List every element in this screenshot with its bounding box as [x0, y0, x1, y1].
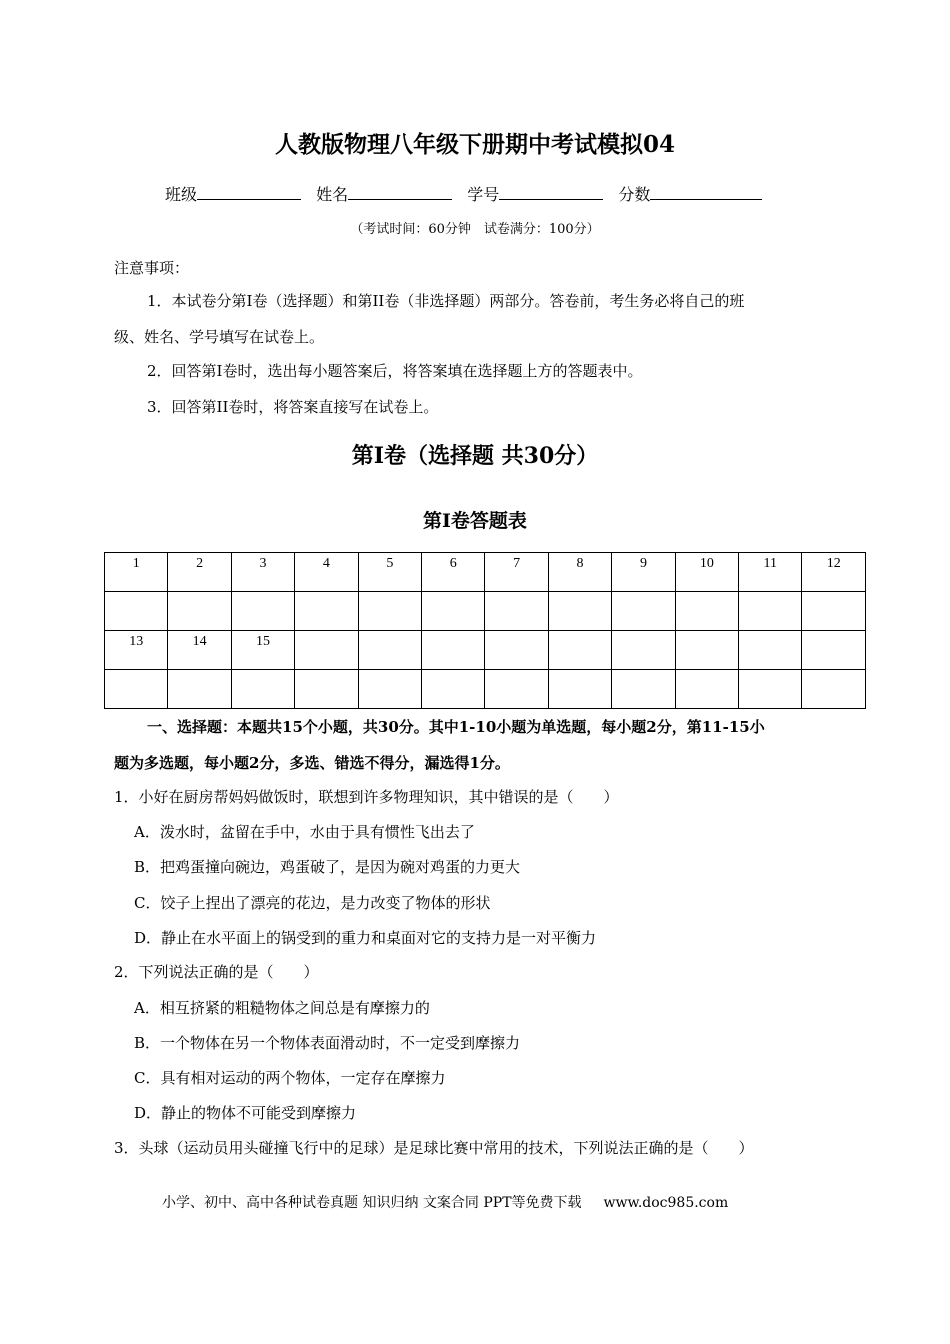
- table-cell-empty: [295, 670, 358, 709]
- answer-cell[interactable]: [358, 592, 421, 631]
- table-cell-number: 15: [231, 631, 294, 670]
- answer-cell[interactable]: [168, 670, 231, 709]
- table-cell-number: 8: [548, 553, 611, 592]
- student-info-line: [165, 182, 772, 205]
- table-cell-number: 7: [485, 553, 548, 592]
- table-row-numbers-1: [105, 553, 866, 592]
- table-cell-empty: [612, 631, 675, 670]
- table-cell-number: 9: [612, 553, 675, 592]
- answer-cell[interactable]: [675, 592, 738, 631]
- class-label: 班级: [165, 185, 198, 204]
- note-item-2: 2．回答第I卷时，选出每小题答案后，将答案填在选择题上方的答题表中。: [147, 362, 643, 380]
- table-cell-empty: [422, 631, 485, 670]
- answer-cell[interactable]: [739, 592, 802, 631]
- question-1-option-d: D．静止在水平面上的锅受到的重力和桌面对它的支持力是一对平衡力: [134, 929, 597, 947]
- question-2-option-c: C．具有相对运动的两个物体，一定存在摩擦力: [134, 1069, 446, 1087]
- score-field: [618, 185, 762, 204]
- answer-table-title: 第I卷答题表: [423, 510, 527, 532]
- table-cell-empty: [548, 670, 611, 709]
- section-title: 第I卷（选择题 共30分）: [351, 443, 599, 469]
- answer-cell[interactable]: [231, 592, 294, 631]
- answer-table: [104, 552, 866, 709]
- question-2-stem: 2．下列说法正确的是（ ）: [114, 963, 319, 981]
- question-1-option-a: A．泼水时，盆留在手中，水由于具有惯性飞出去了: [134, 823, 475, 841]
- table-cell-empty: [675, 670, 738, 709]
- question-1-stem: 1．小好在厨房帮妈妈做饭时，联想到许多物理知识，其中错误的是（ ）: [114, 788, 619, 806]
- question-2-option-a: A．相互挤紧的粗糙物体之间总是有摩擦力的: [134, 999, 430, 1017]
- answer-cell[interactable]: [548, 592, 611, 631]
- table-row-answers-2: [105, 670, 866, 709]
- answer-cell[interactable]: [105, 670, 168, 709]
- answer-cell[interactable]: [422, 592, 485, 631]
- table-cell-empty: [548, 631, 611, 670]
- footer-text: 小学、初中、高中各种试卷真题 知识归纳 文案合同 PPT等免费下载: [162, 1195, 582, 1211]
- exam-meta: （考试时间：60分钟 试卷满分：100分）: [350, 222, 600, 237]
- table-cell-empty: [739, 670, 802, 709]
- score-label: 分数: [618, 185, 651, 204]
- table-cell-empty: [295, 631, 358, 670]
- note-item-1-line-2: 级、姓名、学号填写在试卷上。: [114, 328, 325, 346]
- class-blank: [197, 185, 301, 200]
- table-cell-empty: [612, 670, 675, 709]
- answer-cell[interactable]: [612, 592, 675, 631]
- table-cell-number: 13: [105, 631, 168, 670]
- answer-cell[interactable]: [231, 670, 294, 709]
- question-3-stem: 3．头球（运动员用头碰撞飞行中的足球）是足球比赛中常用的技术，下列说法正确的是（ ）: [114, 1139, 754, 1157]
- name-blank: [348, 185, 452, 200]
- table-cell-number: 10: [675, 553, 738, 592]
- table-cell-number: 2: [168, 553, 231, 592]
- answer-cell[interactable]: [802, 592, 866, 631]
- table-cell-number: 1: [105, 553, 168, 592]
- table-cell-number: 11: [739, 553, 802, 592]
- id-field: [467, 185, 603, 204]
- table-cell-empty: [422, 670, 485, 709]
- answer-cell[interactable]: [105, 592, 168, 631]
- class-field: [165, 185, 301, 204]
- table-cell-number: 5: [358, 553, 421, 592]
- table-cell-number: 6: [422, 553, 485, 592]
- table-cell-empty: [802, 631, 866, 670]
- id-label: 学号: [467, 185, 500, 204]
- table-row-answers-1: [105, 592, 866, 631]
- table-cell-empty: [358, 670, 421, 709]
- name-label: 姓名: [316, 185, 349, 204]
- table-cell-number: 12: [802, 553, 866, 592]
- table-cell-empty: [485, 670, 548, 709]
- note-item-3: 3．回答第II卷时，将答案直接写在试卷上。: [147, 398, 439, 416]
- question-2-option-b: B．一个物体在另一个物体表面滑动时，不一定受到摩擦力: [134, 1034, 521, 1052]
- table-cell-empty: [485, 631, 548, 670]
- table-cell-empty: [358, 631, 421, 670]
- table-cell-empty: [675, 631, 738, 670]
- table-cell-number: 3: [231, 553, 294, 592]
- notes-heading: 注意事项：: [114, 259, 190, 277]
- table-row-numbers-2: [105, 631, 866, 670]
- page-footer: [162, 1192, 728, 1212]
- name-field: [316, 185, 452, 204]
- question-2-option-d: D．静止的物体不可能受到摩擦力: [134, 1104, 357, 1122]
- question-1-option-c: C．饺子上捏出了漂亮的花边，是力改变了物体的形状: [134, 894, 491, 912]
- table-cell-number: 14: [168, 631, 231, 670]
- answer-cell[interactable]: [168, 592, 231, 631]
- table-cell-empty: [802, 670, 866, 709]
- score-blank: [650, 185, 762, 200]
- instructions-line-2: 题为多选题，每小题2分，多选、错选不得分，漏选得1分。: [114, 754, 510, 772]
- footer-url[interactable]: www.doc985.com: [603, 1195, 729, 1211]
- table-cell-number: 4: [295, 553, 358, 592]
- answer-cell[interactable]: [295, 592, 358, 631]
- answer-cell[interactable]: [485, 592, 548, 631]
- question-1-option-b: B．把鸡蛋撞向碗边，鸡蛋破了，是因为碗对鸡蛋的力更大: [134, 858, 521, 876]
- id-blank: [499, 185, 603, 200]
- instructions-line-1: 一、选择题：本题共15个小题，共30分。其中1-10小题为单选题，每小题2分，第11-15小: [147, 718, 765, 736]
- table-cell-empty: [739, 631, 802, 670]
- page-title: 人教版物理八年级下册期中考试模拟04: [274, 131, 675, 158]
- note-item-1-line-1: 1．本试卷分第I卷（选择题）和第II卷（非选择题）两部分。答卷前，考生务必将自己的班: [147, 292, 745, 310]
